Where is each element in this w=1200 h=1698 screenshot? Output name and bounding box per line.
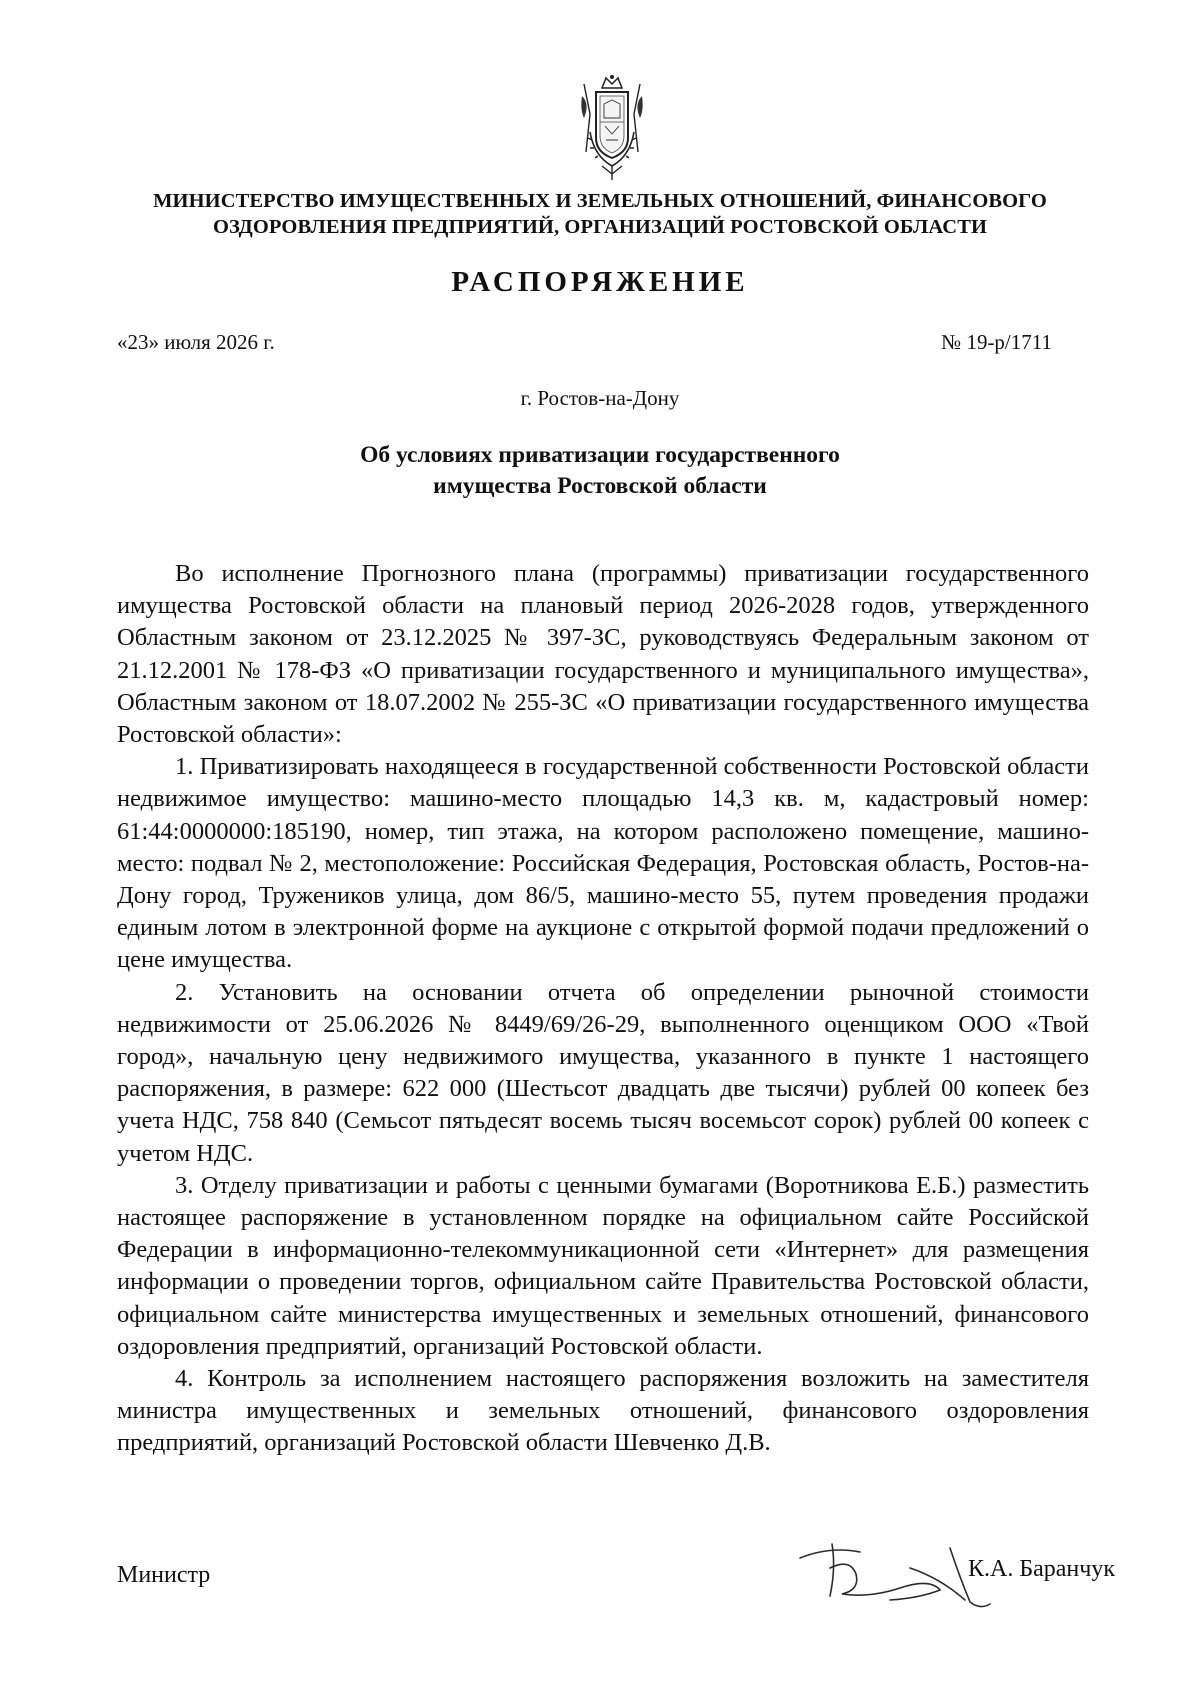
ministry-name-line2: ОЗДОРОВЛЕНИЯ ПРЕДПРИЯТИЙ, ОРГАНИЗАЦИЙ РОСТОВСКОЙ ОБЛАСТИ [212,216,988,238]
preamble-paragraph: Во исполнение Прогнозного плана (программы) приватизации государственного имущества Ростовской области на плановый период 2026-2028 годов, утвержденного Областным законом от 23.12.2025 № 397-ЗС, руководствуясь Федеральным законом от 21.12.2001 № 178-ФЗ «О приватизации государственного и муниципального имущества», Областным законом от 18.07.2002 № 255-ЗС «О приватизации государственного имущества Ростовской области»: [117,560,1089,749]
document-date: «23» июля 2026 г. [117,330,275,354]
item-paragraph-3: 3. Отделу приватизации и работы с ценными бумагами (Воротникова Е.Б.) разместить настоящее распоряжение в установленном порядке на официальном сайте Российской Федерации в информационно-телекоммуникационной сети «Интернет» для размещения информации о проведении торгов, официальном сайте Правительства Ростовской области, официальном сайте министерства имущественных и земельных отношений, финансового оздоровления предприятий, организаций Ростовской области. [117,1171,1089,1360]
document-number: № 19-р/1711 [941,330,1052,354]
document-title-line2: имущества Ростовской области [433,473,767,499]
document-type: РАСПОРЯЖЕНИЕ [451,266,749,298]
item-paragraph-2: 2. Установить на основании отчета об определении рыночной стоимости недвижимости от 25.06.2026 № 8449/69/26-29, выполненного оценщиком ООО «Твой город», начальную цену недвижимого имущества, указанного в пункте 1 настоящего распоряжения, в размере: 622 000 (Шестьсот двадцать две тысячи) рублей 00 копеек без учета НДС, 758 840 (Семьсот пятьдесят восемь тысяч восемьсот сорок) рублей 00 копеек с учетом НДС. [117,978,1089,1167]
signatory-position: Министр [117,1562,211,1588]
signatory-name: К.А. Баранчук [968,1556,1115,1582]
item-paragraph-1: 1. Приватизировать находящееся в государственной собственности Ростовской области недвижимое имущество: машино-место площадью 14,3 кв. м, кадастровый номер: 61:44:0000000:185190, номер, тип этажа, на котором расположено помещение, машино-место: подвал № 2, местоположение: Российская Федерация, Ростовская область, Ростов-на-Дону город, Тружеников улица, дом 86/5, машино-место 55, путем проведения продажи единым лотом в электронной форме на аукционе с открытой формой подачи предложений о цене имущества. [117,753,1089,974]
document-title-line1: Об условиях приватизации государственного [360,442,840,468]
item-paragraph-4: 4. Контроль за исполнением настоящего распоряжения возложить на заместителя министра имущественных и земельных отношений, финансового оздоровления предприятий, организаций Ростовской области Шевченко Д.В. [117,1365,1089,1457]
ministry-name-line1: МИНИСТЕРСТВО ИМУЩЕСТВЕННЫХ И ЗЕМЕЛЬНЫХ ОТНОШЕНИЙ, ФИНАНСОВОГО [153,190,1047,212]
document-body [117,558,1089,1460]
ministry-name [110,188,1090,240]
document-title [200,440,1000,502]
coat-of-arms-icon [576,74,648,182]
document-city: г. Ростов-на-Дону [520,386,680,410]
